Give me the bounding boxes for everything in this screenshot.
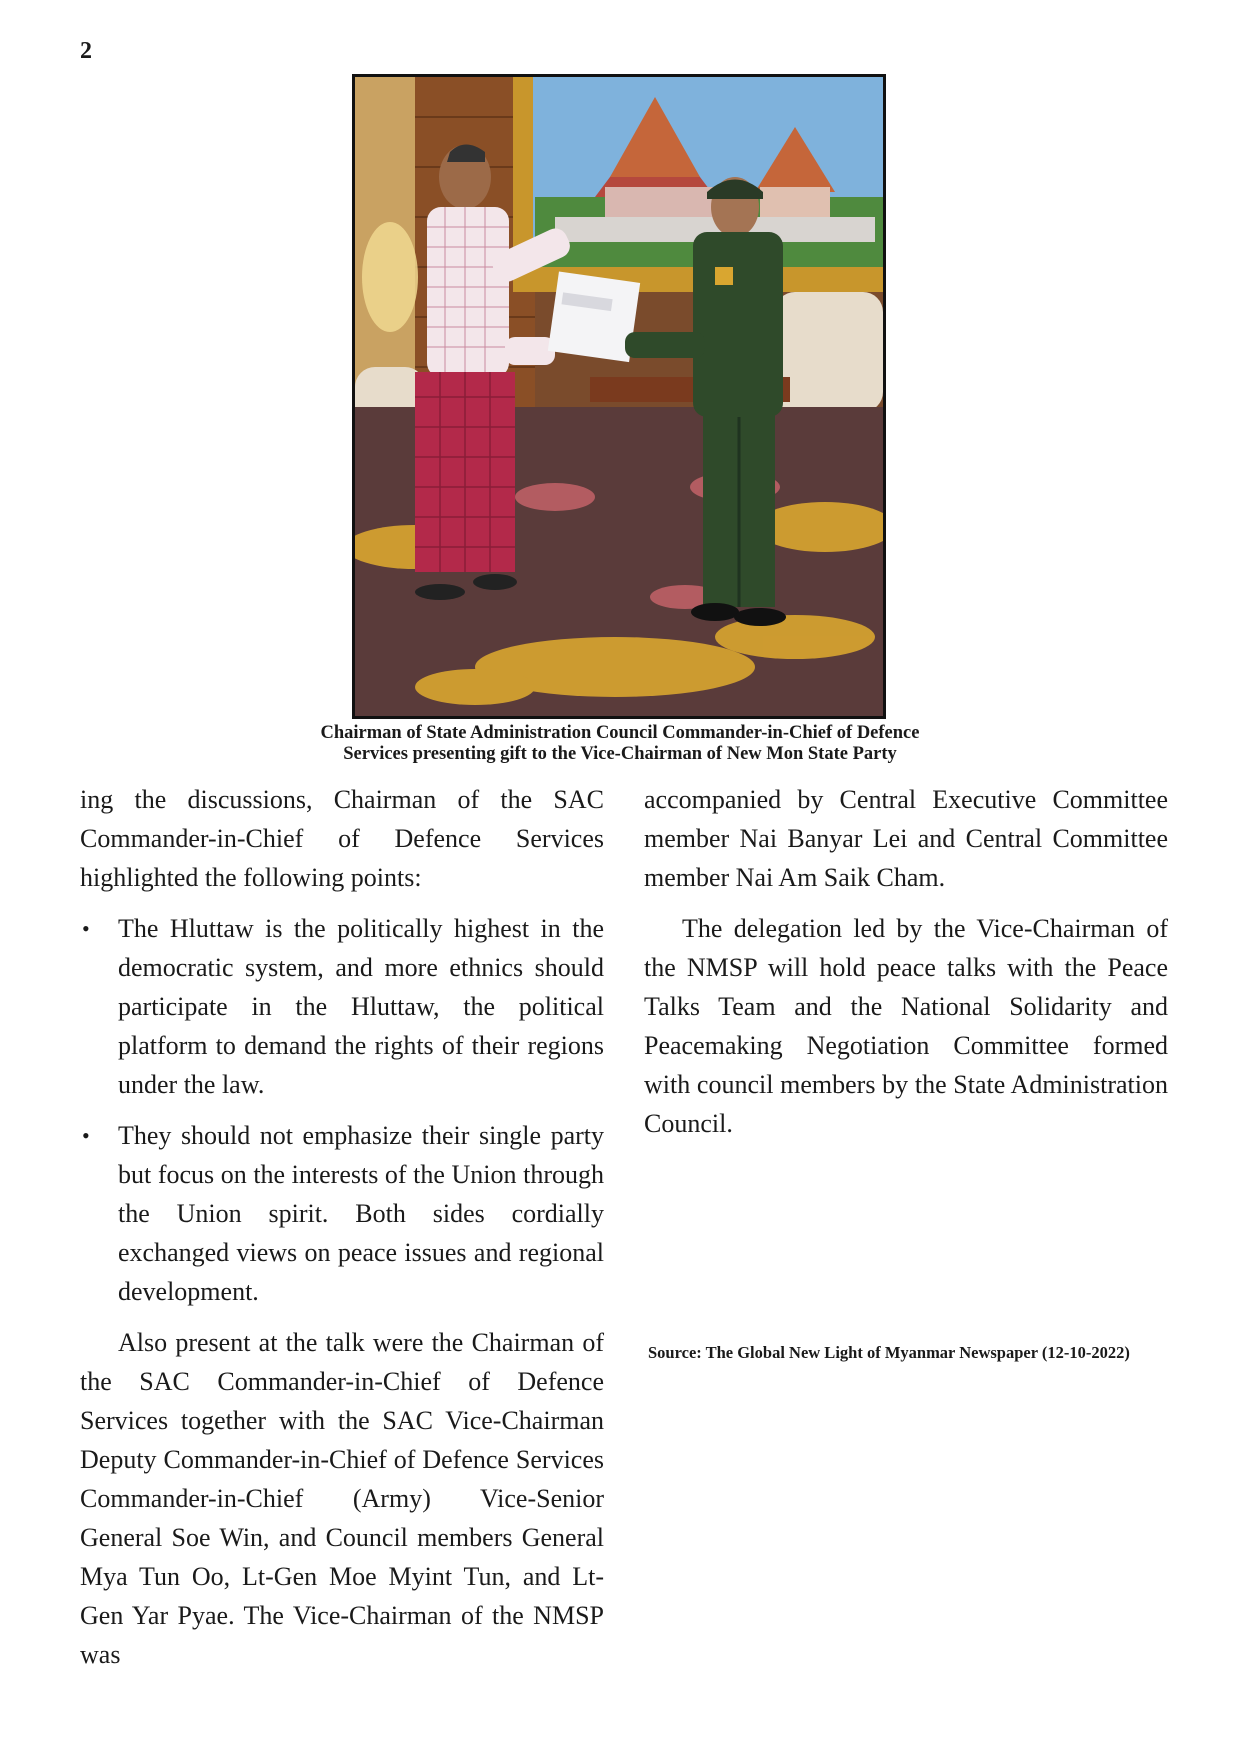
bullet-text: The Hluttaw is the politically highest in the democratic system, and more ethnics should participate in the Hluttaw, the political platform to demand the rights of their regions under the law. xyxy=(118,914,604,1099)
right-column xyxy=(644,780,1168,1155)
photo-caption xyxy=(200,723,1040,765)
bullet-item xyxy=(80,909,604,1104)
bullet-item xyxy=(80,1116,604,1311)
delegation-paragraph: accompanied by Central Executive Committee member Nai Banyar Lei and Central Committee member Nai Am Saik Cham. xyxy=(644,785,1168,892)
source-credit: Source: The Global New Light of Myanmar Newspaper (12-10-2022) xyxy=(648,1343,1130,1362)
intro-paragraph: ing the discussions, Chairman of the SAC Commander-in-Chief of Defence Services highlighted the following points: xyxy=(80,785,604,892)
caption-line-2: Services presenting gift to the Vice-Chairman of New Mon State Party xyxy=(343,744,897,764)
peace-talks-paragraph: The delegation led by the Vice-Chairman of the NMSP will hold peace talks with the Peace Talks Team and the National Solidarity and Peacemaking Negotiation Committee formed with council members by the State Administration Council. xyxy=(644,914,1168,1138)
left-column xyxy=(80,780,604,1686)
page-number: 2 xyxy=(80,38,92,64)
attendees-paragraph: Also present at the talk were the Chairman of the SAC Commander-in-Chief of Defence Services together with the SAC Vice-Chairman Deputy Commander-in-Chief of Defence Services Commander-in-Chief (Army) Vice-Senior General Soe Win, and Council members General Mya Tun Oo, Lt-Gen Moe Myint Tun, and Lt-Gen Yar Pyae. The Vice-Chairman of the NMSP was xyxy=(80,1328,604,1669)
news-photo xyxy=(352,74,886,719)
points-list xyxy=(80,909,604,1311)
bullet-icon: • xyxy=(82,916,90,941)
bullet-text: They should not emphasize their single party but focus on the interests of the Union through the Union spirit. Both sides cordially exchanged views on peace issues and regional development. xyxy=(118,1121,604,1306)
bullet-icon: • xyxy=(82,1123,90,1148)
caption-line-1: Chairman of State Administration Council Commander-in-Chief of Defence xyxy=(320,723,920,743)
photo-illustration xyxy=(355,77,883,716)
